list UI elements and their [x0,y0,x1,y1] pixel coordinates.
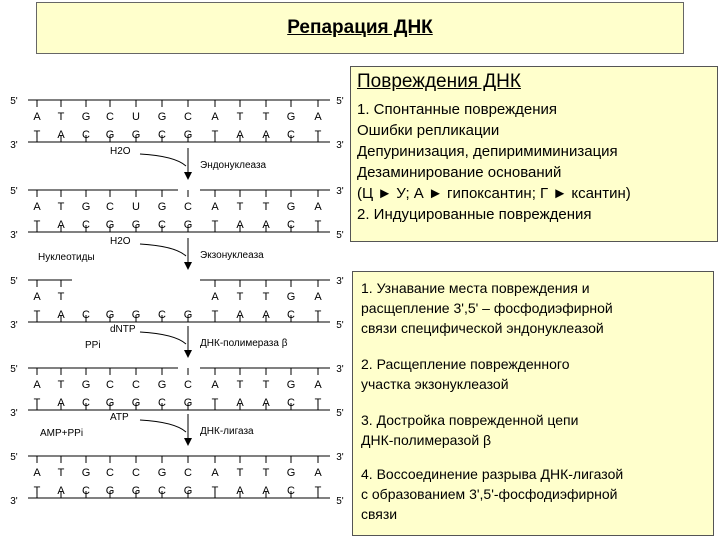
base-top: G [157,379,167,391]
base-top: C [184,201,192,213]
base-top: A [314,111,322,123]
step-line: с образованием 3',5'-фосфодиэфирной [361,486,618,502]
base-bottom: C [287,397,295,409]
reagent-label: Нуклеотиды [38,252,95,263]
base-top: T [262,291,270,303]
reagent-curve [140,332,186,344]
strand-end-label: 3' [10,408,18,419]
damage-panel [350,66,718,242]
base-bottom: T [211,129,219,141]
base-top: G [286,201,296,213]
base-bottom: A [236,397,244,409]
enzyme-label: Эндонуклеаза [200,160,267,171]
reagent-label: PPi [85,340,101,351]
base-top: A [314,291,322,303]
base-bottom: G [105,397,115,409]
base-bottom: A [262,219,270,231]
base-bottom: T [33,129,41,141]
base-bottom: G [105,309,115,321]
base-bottom: A [262,397,270,409]
damage-line: (Ц ► У; А ► гипоксантин; Г ► ксантин) [357,185,631,202]
step-line: 3. Достройка поврежденной цепи [361,412,579,428]
base-top: G [157,111,167,123]
reagent-curve [140,420,186,432]
base-bottom: G [105,485,115,497]
base-top: A [33,201,41,213]
base-bottom: A [236,219,244,231]
base-bottom: C [82,309,90,321]
base-top: G [286,379,296,391]
base-bottom: C [158,309,166,321]
page-title: Репарация ДНК [287,17,433,38]
base-top: G [286,291,296,303]
steps-panel [352,271,714,536]
base-top: G [81,467,91,479]
step-2 [361,354,709,394]
damage-line: 1. Спонтанные повреждения [357,101,558,118]
base-bottom: T [33,309,41,321]
strand-end-label: 5' [336,496,344,507]
base-bottom: A [262,129,270,141]
base-top: T [236,379,244,391]
base-top: A [211,467,219,479]
base-top: A [211,291,219,303]
reagent-label: H2O [110,146,131,157]
base-top: C [184,379,192,391]
step-line: 4. Воссоединение разрыва ДНК-лигазой [361,466,624,482]
base-top: A [33,467,41,479]
base-top: T [236,291,244,303]
strand-end-label: 5' [336,320,344,331]
step-line: связи [361,506,398,522]
step-4 [361,464,709,524]
base-bottom: C [287,129,295,141]
base-bottom: A [57,485,65,497]
step-line: расщепление 3',5' – фосфодиэфирной [361,300,613,316]
base-top: A [211,379,219,391]
base-bottom: C [158,219,166,231]
base-bottom: G [183,309,193,321]
base-bottom: G [105,129,115,141]
base-bottom: C [82,129,90,141]
base-top: C [184,467,192,479]
reagent-curve [140,244,186,256]
strand-end-label: 3' [336,364,344,375]
base-bottom: T [211,309,219,321]
base-bottom: C [158,397,166,409]
base-top: G [81,111,91,123]
strand-end-label: 3' [10,230,18,241]
base-top: T [236,467,244,479]
base-bottom: G [131,129,141,141]
base-bottom: T [33,397,41,409]
base-top: C [106,467,114,479]
base-top: A [33,291,41,303]
base-top: T [236,201,244,213]
base-bottom: G [105,219,115,231]
base-bottom: A [262,309,270,321]
base-bottom: G [131,485,141,497]
base-bottom: T [211,485,219,497]
base-bottom: G [183,129,193,141]
base-bottom: A [57,219,65,231]
step-line: 1. Узнавание места повреждения и [361,280,590,296]
strand-end-label: 5' [10,186,18,197]
base-bottom: C [82,397,90,409]
base-bottom: G [131,309,141,321]
strand-end-label: 5' [10,364,18,375]
enzyme-label: Экзонуклеаза [200,250,264,261]
base-top: A [33,111,41,123]
base-top: C [132,467,140,479]
base-top: G [157,467,167,479]
step-line: связи специфической эндонуклеазой [361,320,604,336]
base-top: C [132,379,140,391]
base-bottom: T [33,485,41,497]
base-bottom: C [82,485,90,497]
base-top: T [262,201,270,213]
strand-end-label: 3' [10,320,18,331]
base-top: A [33,379,41,391]
strand-end-label: 5' [336,96,344,107]
base-top: G [81,201,91,213]
base-top: C [106,379,114,391]
base-bottom: T [314,129,322,141]
strand-end-label: 3' [336,186,344,197]
base-top: A [314,201,322,213]
base-top: T [57,467,65,479]
reagent-label: AMP+PPi [40,428,84,439]
base-top: T [57,111,65,123]
strand-end-label: 3' [336,140,344,151]
base-top: T [262,111,270,123]
step-line: 2. Расщепление поврежденного [361,356,570,372]
base-top: T [57,201,65,213]
strand-end-label: 5' [10,452,18,463]
base-bottom: C [82,219,90,231]
base-top: T [262,379,270,391]
strand-end-label: 3' [10,496,18,507]
strand-end-label: 5' [336,230,344,241]
base-bottom: G [183,397,193,409]
base-bottom: A [236,309,244,321]
base-top: G [286,467,296,479]
base-top: C [184,111,192,123]
base-top: G [286,111,296,123]
base-bottom: T [33,219,41,231]
base-bottom: A [57,129,65,141]
enzyme-label: ДНК-полимераза β [200,338,288,349]
damage-line: Ошибки репликации [357,122,500,139]
step-line: ДНК-полимеразой β [361,432,492,448]
strand-end-label: 3' [10,140,18,151]
strand-end-label: 3' [336,276,344,287]
base-bottom: G [131,219,141,231]
base-top: C [106,111,114,123]
base-bottom: A [262,485,270,497]
reagent-label: dNTP [110,324,136,335]
base-bottom: T [314,309,322,321]
base-top: T [262,467,270,479]
enzyme-label: ДНК-лигаза [200,426,254,437]
base-top: G [81,379,91,391]
damage-heading: Повреждения ДНК [357,71,521,92]
damage-line: 2. Индуцированные повреждения [357,206,592,223]
base-bottom: A [57,397,65,409]
base-top: U [132,201,140,213]
reagent-label: H2O [110,236,131,247]
step-line: участка экзонуклеазой [361,376,509,392]
base-top: U [132,111,140,123]
reagent-curve [140,154,186,166]
strand-end-label: 5' [336,408,344,419]
base-bottom: A [236,485,244,497]
base-bottom: A [57,309,65,321]
strand-end-label: 5' [10,96,18,107]
base-top: A [211,201,219,213]
base-top: T [57,379,65,391]
base-top: T [236,111,244,123]
damage-line: Дезаминирование оснований [357,164,562,181]
strand-end-label: 5' [10,276,18,287]
base-bottom: G [131,397,141,409]
base-top: A [314,379,322,391]
base-bottom: T [314,485,322,497]
base-top: A [211,111,219,123]
base-top: T [57,291,65,303]
base-top: C [106,201,114,213]
base-bottom: C [287,309,295,321]
damage-line: Депуринизация, депиримиминизация [357,143,618,160]
base-top: G [157,201,167,213]
base-bottom: T [211,397,219,409]
base-bottom: A [236,129,244,141]
base-bottom: T [211,219,219,231]
step-1 [361,278,709,338]
base-bottom: C [287,219,295,231]
base-bottom: C [287,485,295,497]
step-3 [361,410,709,450]
reagent-label: ATP [110,412,129,423]
base-bottom: G [183,485,193,497]
dna-repair-diagram [0,0,350,540]
base-bottom: C [158,485,166,497]
base-bottom: T [314,219,322,231]
base-bottom: T [314,397,322,409]
base-bottom: G [183,219,193,231]
strand-end-label: 3' [336,452,344,463]
base-top: A [314,467,322,479]
base-bottom: C [158,129,166,141]
